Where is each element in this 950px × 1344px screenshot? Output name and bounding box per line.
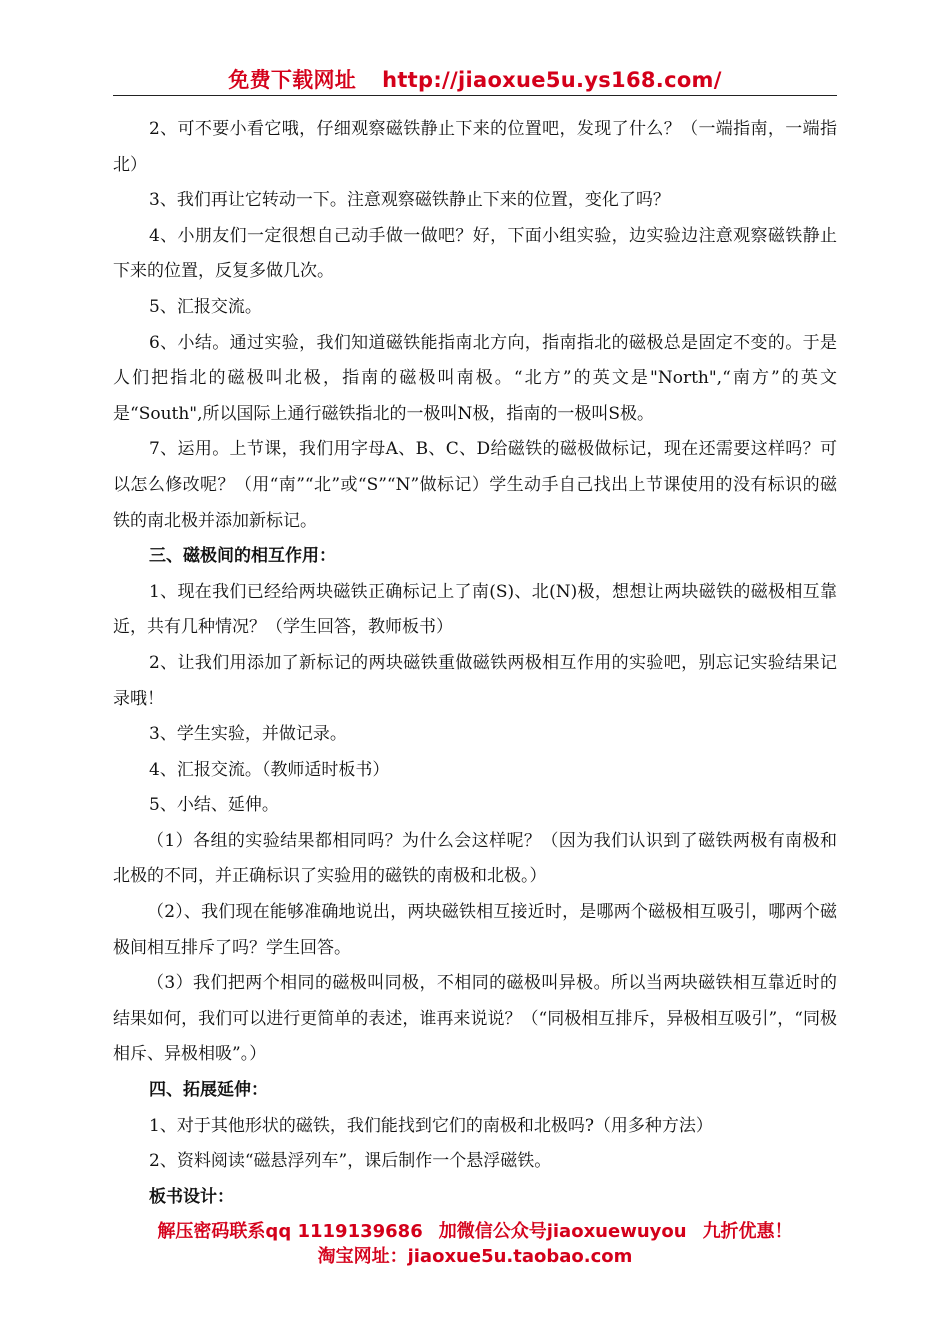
header-site-label: 免费下载网址 bbox=[228, 68, 357, 92]
paragraph-report: 5、汇报交流。 bbox=[149, 296, 262, 317]
paragraph-pole-cases: 1、现在我们已经给两块磁铁正确标记上了南(S)、北(N)极，想想让两块磁铁的磁极相互靠近，共有几种情况？（学生回答，教师板书） bbox=[113, 581, 837, 638]
section-heading-interaction: 三、磁极间的相互作用： bbox=[149, 546, 336, 567]
page-header bbox=[113, 64, 837, 94]
footer-wechat: 加微信公众号jiaoxuewuyou bbox=[438, 1221, 687, 1242]
footer-qq-contact: 解压密码联系qq 1119139686 bbox=[157, 1221, 423, 1242]
header-rule bbox=[113, 95, 837, 96]
paragraph-report-board: 4、汇报交流。（教师适时板书） bbox=[149, 759, 390, 780]
paragraph-observe-rest: 2、可不要小看它哦，仔细观察磁铁静止下来的位置吧，发现了什么？（一端指南，一端指北） bbox=[113, 119, 837, 175]
paragraph-sub-1: （1）各组的实验结果都相同吗？为什么会这样呢？（因为我们认识到了磁铁两极有南极和北极的不同，并正确标识了实验用的磁铁的南极和北极。） bbox=[113, 830, 837, 887]
paragraph-apply-marks: 7、运用。上节课，我们用字母A、B、C、D给磁铁的磁极做标记，现在还需要这样吗？可以怎么修改呢？（用“南”“北”或“S”“N”做标记）学生动手自己找出上节课使用的没有标识的磁铁的南北极并添加新标记。 bbox=[113, 439, 837, 531]
header-url-link[interactable]: http://jiaoxue5u.ys168.com/ bbox=[382, 68, 722, 92]
paragraph-summary-extend: 5、小结、延伸。 bbox=[149, 795, 279, 816]
paragraph-group-experiment: 4、小朋友们一定很想自己动手做一做吧？好，下面小组实验，边实验边注意观察磁铁静止下来的位置，反复多做几次。 bbox=[113, 225, 837, 282]
section-heading-extension: 四、拓展延伸： bbox=[149, 1080, 268, 1101]
paragraph-other-shapes: 1、对于其他形状的磁铁，我们能找到它们的南极和北极吗?（用多种方法） bbox=[149, 1115, 713, 1136]
document-body bbox=[113, 112, 837, 1215]
paragraph-maglev-reading: 2、资料阅读“磁悬浮列车”，课后制作一个悬浮磁铁。 bbox=[149, 1151, 552, 1172]
paragraph-summary-poles: 6、小结。通过实验，我们知道磁铁能指南北方向，指南指北的磁极总是固定不变的。于是人们把指北的磁极叫北极，指南的磁极叫南极。“北方”的英文是"North",“南方”的英文是“South",所以国际上通行磁铁指北的一极叫N极，指南的一极叫S极。 bbox=[113, 332, 837, 424]
paragraph-redo-experiment: 2、让我们用添加了新标记的两块磁铁重做磁铁两极相互作用的实验吧，别忘记实验结果记录哦！ bbox=[113, 652, 837, 709]
footer-taobao-link[interactable]: 淘宝网址：jiaoxue5u.taobao.com bbox=[317, 1246, 633, 1267]
footer-discount: 九折优惠！ bbox=[702, 1221, 793, 1242]
section-heading-board-design: 板书设计： bbox=[149, 1186, 234, 1207]
paragraph-sub-2: （2）、我们现在能够准确地说出，两块磁铁相互接近时，是哪两个磁极相互吸引，哪两个磁极间相互排斥了吗？学生回答。 bbox=[113, 902, 837, 958]
paragraph-rotate-again: 3、我们再让它转动一下。注意观察磁铁静止下来的位置，变化了吗？ bbox=[149, 190, 670, 211]
paragraph-student-experiment: 3、学生实验，并做记录。 bbox=[149, 724, 347, 745]
paragraph-sub-3: （3）我们把两个相同的磁极叫同极，不相同的磁极叫异极。所以当两块磁铁相互靠近时的结果如何，我们可以进行更简单的表述，谁再来说说？（“同极相互排斥，异极相互吸引”，“同极相斥、异极相吸”。） bbox=[113, 973, 837, 1065]
footer-contact-line bbox=[0, 1217, 950, 1243]
